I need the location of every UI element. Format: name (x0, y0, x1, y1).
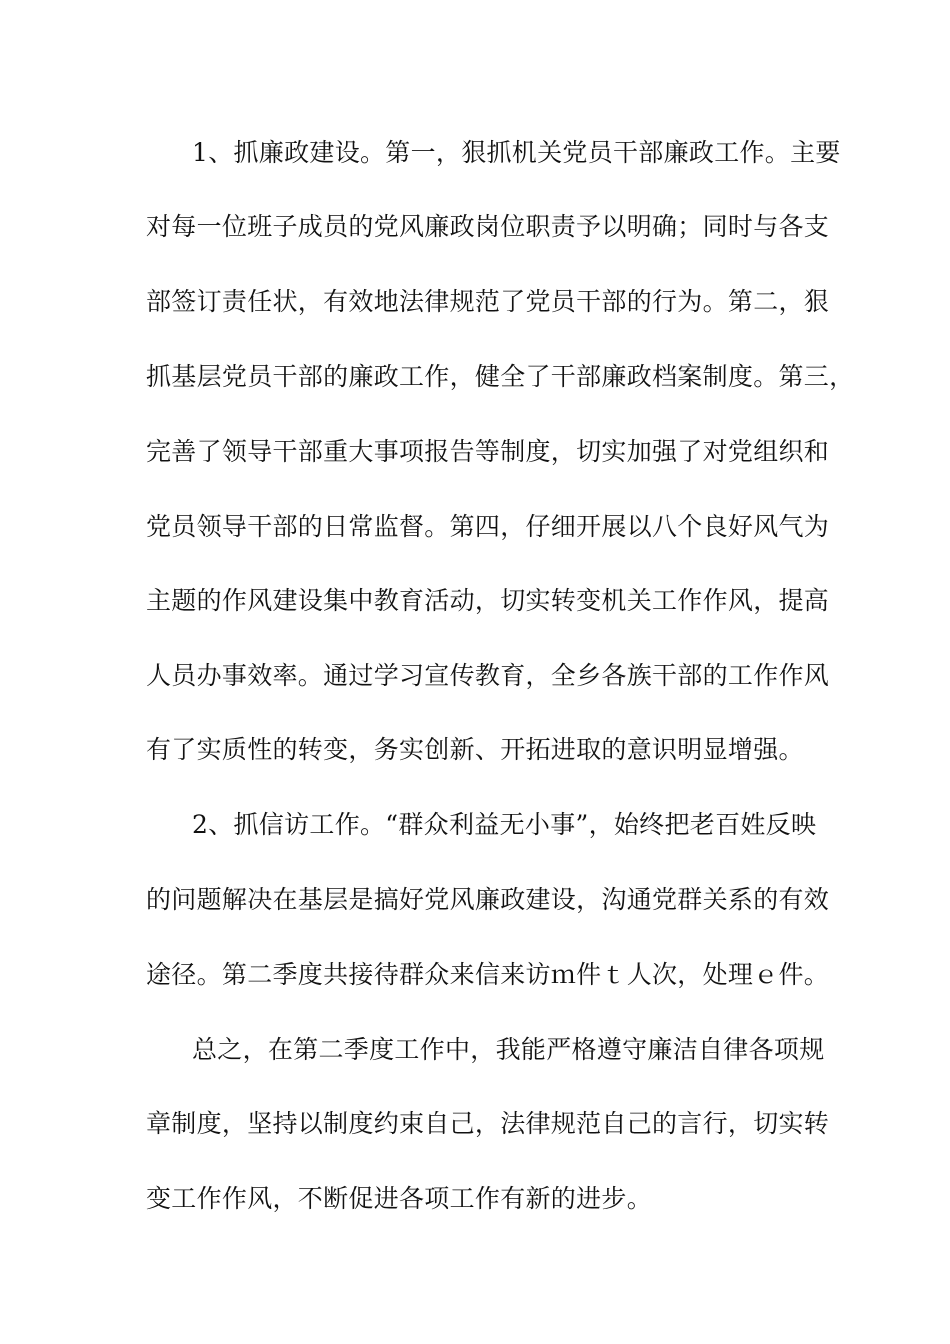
paragraph-1-line-3: 部签订责任状，有效地法律规范了党员干部的行为。第二，狠 (146, 287, 830, 316)
paragraph-2-line-2: 的问题解决在基层是搞好党风廉政建设，沟通党群关系的有效 (146, 885, 830, 914)
paragraph-1-line-9: 有了实质性的转变，务实创新、开拓进取的意识明显增强。 (146, 735, 804, 764)
paragraph-1-line-2: 对每一位班子成员的党风廉政岗位职责予以明确；同时与各支 (146, 212, 830, 241)
paragraph-2-line-3: 途径。第二季度共接待群众来信来访ｍ件ｔ人次，处理ｅ件。 (146, 960, 830, 989)
paragraph-1-line-5: 完善了领导干部重大事项报告等制度，切实加强了对党组织和 (146, 437, 830, 466)
paragraph-1-line-1: 1、抓廉政建设。第一，狠抓机关党员干部廉政工作。主要 (192, 138, 841, 167)
paragraph-1-line-4: 抓基层党员干部的廉政工作，健全了干部廉政档案制度。第三， (146, 362, 855, 391)
paragraph-3-line-1: 总之，在第二季度工作中，我能严格遵守廉洁自律各项规 (192, 1035, 825, 1064)
paragraph-1-line-8: 人员办事效率。通过学习宣传教育，全乡各族干部的工作作风 (146, 661, 830, 690)
paragraph-3-line-2: 章制度，坚持以制度约束自己，法律规范自己的言行，切实转 (146, 1109, 830, 1138)
paragraph-1-line-6: 党员领导干部的日常监督。第四，仔细开展以八个良好风气为 (146, 512, 830, 541)
paragraph-3-line-3: 变工作作风，不断促进各项工作有新的进步。 (146, 1184, 653, 1213)
paragraph-1-line-7: 主题的作风建设集中教育活动，切实转变机关工作作风，提高 (146, 586, 830, 615)
paragraph-2-line-1: 2、抓信访工作。“群众利益无小事”，始终把老百姓反映 (192, 810, 817, 839)
